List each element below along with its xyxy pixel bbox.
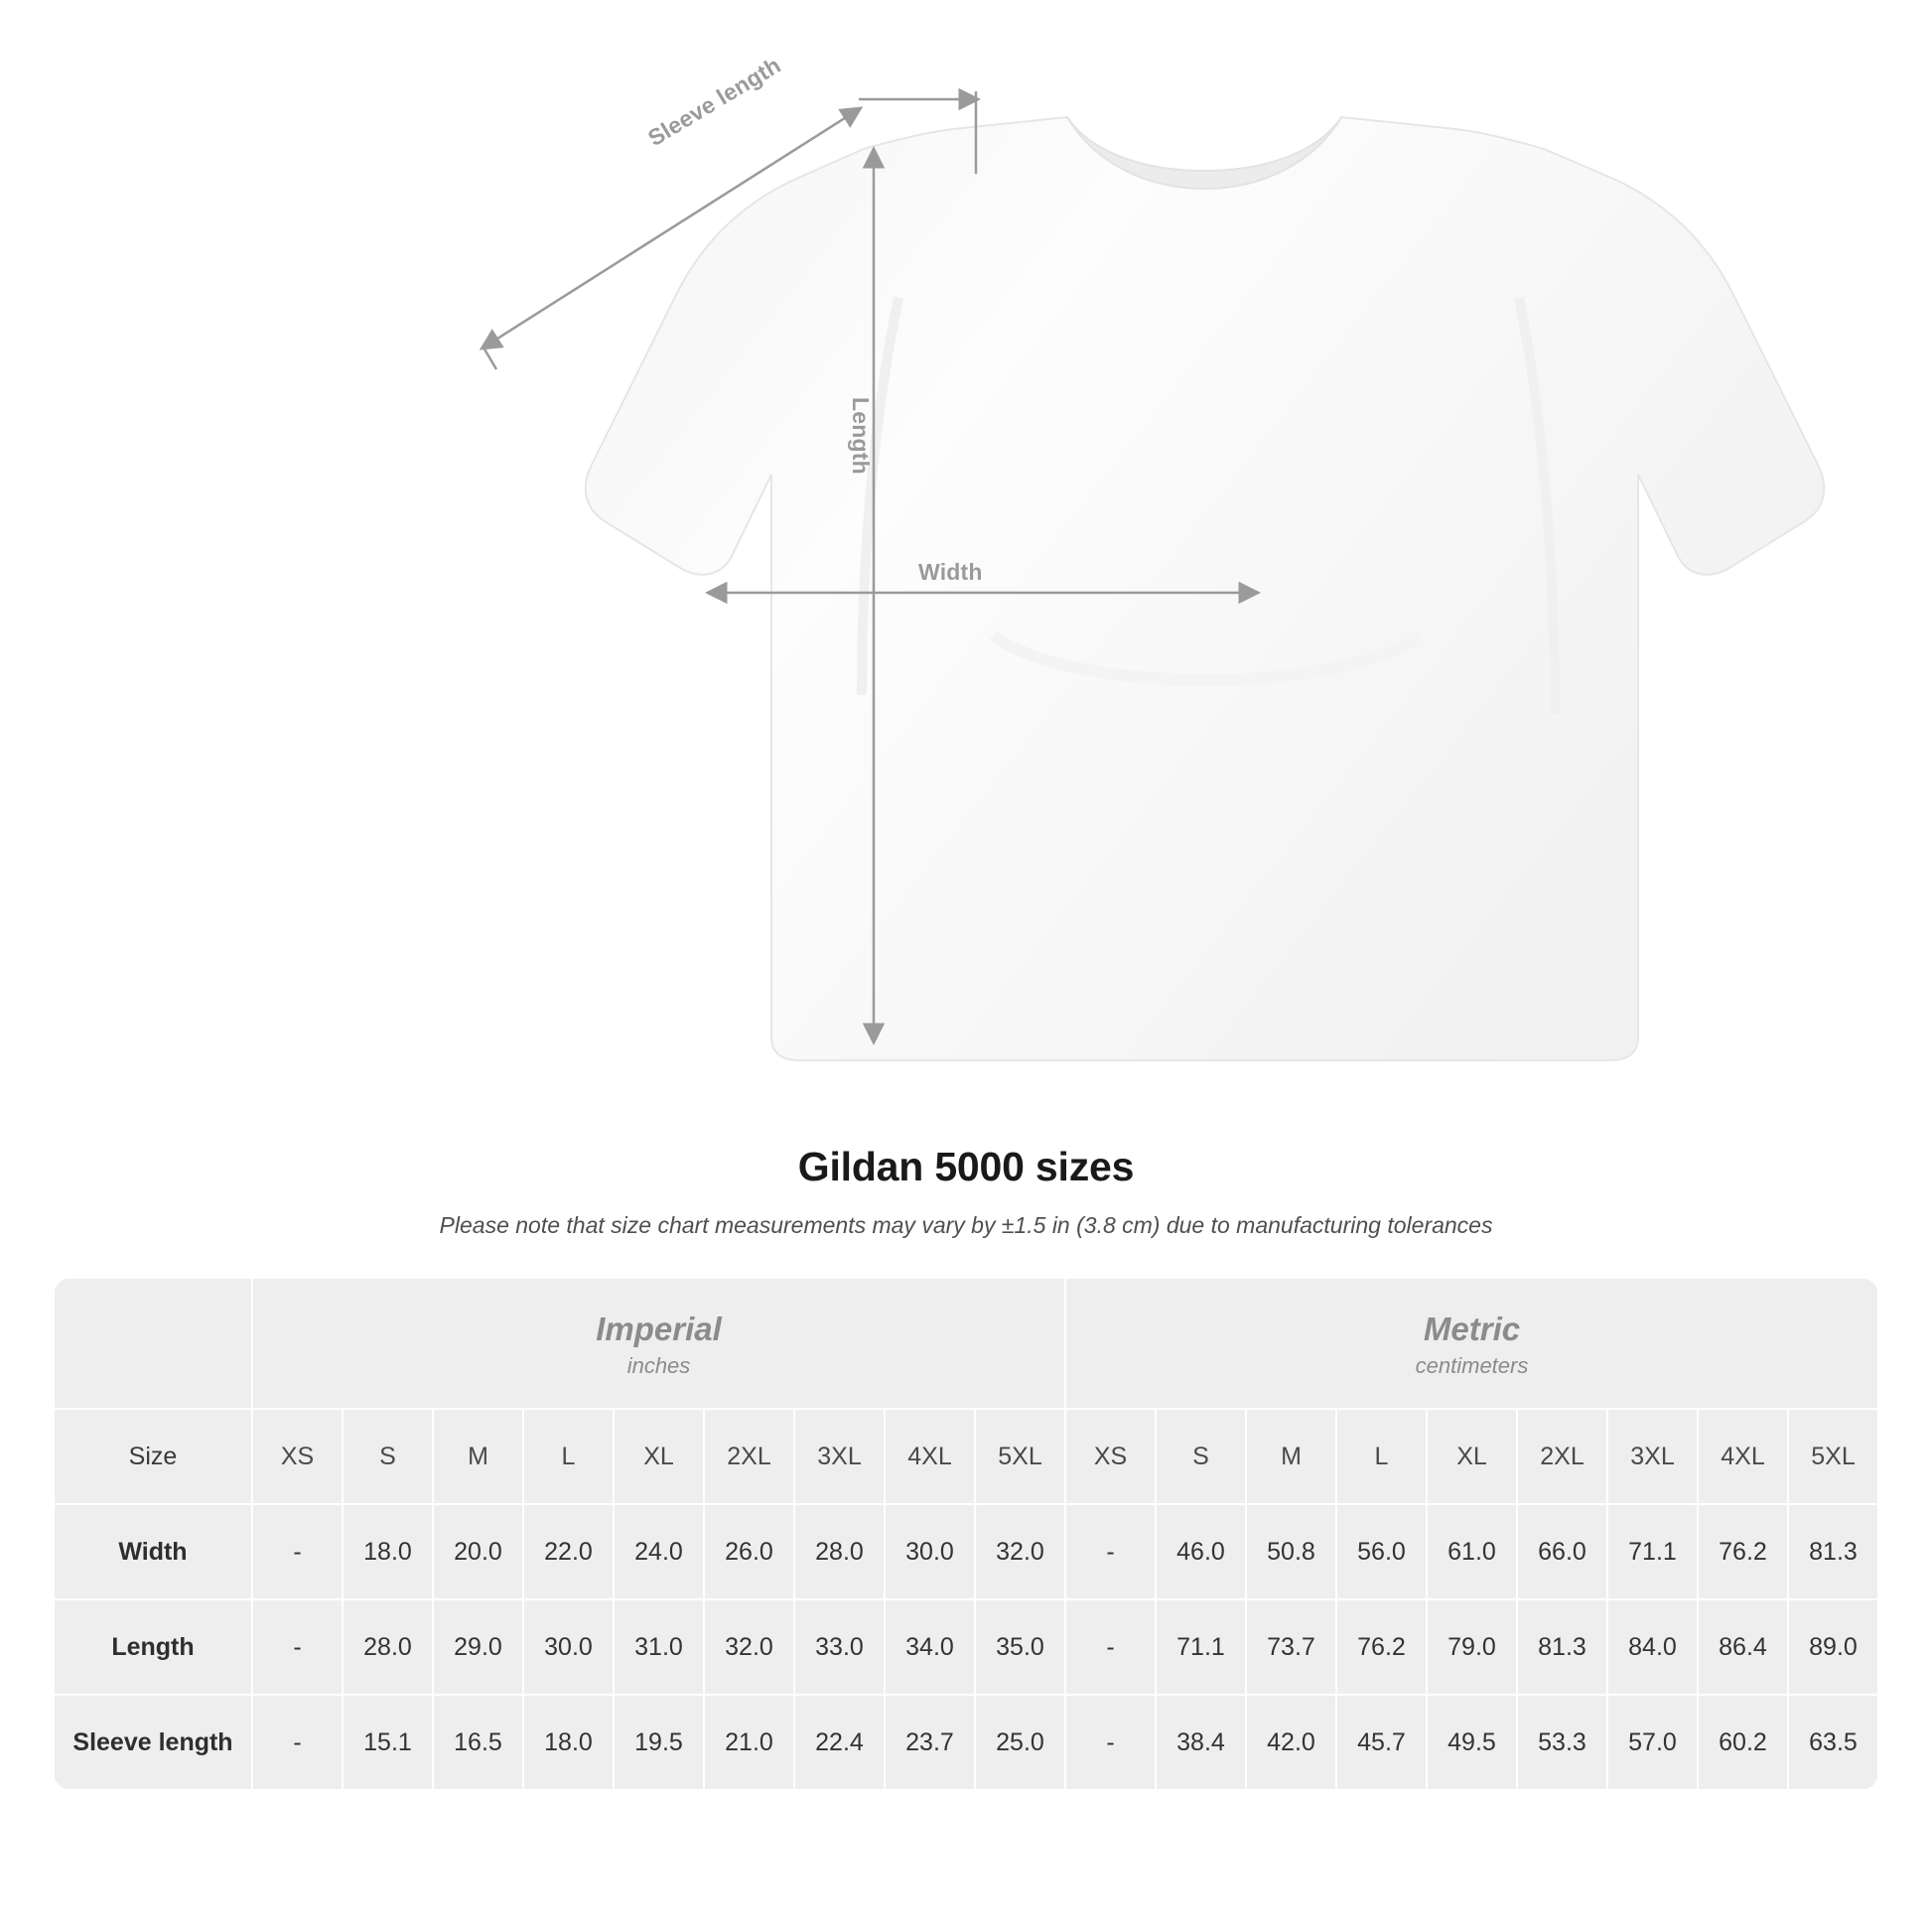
cell-sleeve-imperial-s: 15.1: [343, 1695, 433, 1790]
cell-width-imperial-s: 18.0: [343, 1504, 433, 1599]
cell-length-metric-s: 71.1: [1156, 1599, 1246, 1695]
unit-group-metric: [1065, 1278, 1878, 1409]
row-label-length: Length: [54, 1599, 252, 1695]
cell-length-metric-2xl: 81.3: [1517, 1599, 1607, 1695]
cell-sleeve-imperial-xs: -: [252, 1695, 343, 1790]
table-row: [54, 1599, 1878, 1695]
size-header-label: Size: [54, 1409, 252, 1504]
row-label-width: Width: [54, 1504, 252, 1599]
size-header-imperial-xs: XS: [252, 1409, 343, 1504]
cell-length-metric-m: 73.7: [1246, 1599, 1336, 1695]
cell-sleeve-metric-xs: -: [1065, 1695, 1156, 1790]
cell-length-metric-4xl: 86.4: [1698, 1599, 1788, 1695]
cell-sleeve-metric-2xl: 53.3: [1517, 1695, 1607, 1790]
cell-sleeve-imperial-5xl: 25.0: [975, 1695, 1065, 1790]
cell-width-imperial-3xl: 28.0: [794, 1504, 885, 1599]
size-header-metric-3xl: 3XL: [1607, 1409, 1698, 1504]
cell-width-metric-2xl: 66.0: [1517, 1504, 1607, 1599]
cell-width-metric-5xl: 81.3: [1788, 1504, 1878, 1599]
size-header-imperial-l: L: [523, 1409, 614, 1504]
cell-width-imperial-xl: 24.0: [614, 1504, 704, 1599]
cell-length-imperial-xl: 31.0: [614, 1599, 704, 1695]
cell-length-metric-3xl: 84.0: [1607, 1599, 1698, 1695]
cell-sleeve-imperial-xl: 19.5: [614, 1695, 704, 1790]
cell-width-metric-l: 56.0: [1336, 1504, 1427, 1599]
cell-sleeve-imperial-m: 16.5: [433, 1695, 523, 1790]
size-header-imperial-s: S: [343, 1409, 433, 1504]
size-header-imperial-4xl: 4XL: [885, 1409, 975, 1504]
size-header-metric-xl: XL: [1427, 1409, 1517, 1504]
cell-length-imperial-2xl: 32.0: [704, 1599, 794, 1695]
unit-sub-imperial: inches: [626, 1353, 691, 1379]
cell-sleeve-metric-xl: 49.5: [1427, 1695, 1517, 1790]
size-header-metric-l: L: [1336, 1409, 1427, 1504]
page-title: Gildan 5000 sizes: [797, 1144, 1135, 1189]
cell-width-imperial-m: 20.0: [433, 1504, 523, 1599]
size-header-imperial-2xl: 2XL: [704, 1409, 794, 1504]
size-header-imperial-xl: XL: [614, 1409, 704, 1504]
cell-sleeve-imperial-l: 18.0: [523, 1695, 614, 1790]
unit-group-imperial: [252, 1278, 1065, 1409]
cell-width-metric-4xl: 76.2: [1698, 1504, 1788, 1599]
size-table: [53, 1277, 1879, 1791]
cell-sleeve-metric-l: 45.7: [1336, 1695, 1427, 1790]
size-header-metric-4xl: 4XL: [1698, 1409, 1788, 1504]
cell-width-imperial-xs: -: [252, 1504, 343, 1599]
cell-sleeve-imperial-3xl: 22.4: [794, 1695, 885, 1790]
cell-sleeve-metric-4xl: 60.2: [1698, 1695, 1788, 1790]
unit-name-imperial: Imperial: [596, 1311, 722, 1347]
cell-length-metric-xl: 79.0: [1427, 1599, 1517, 1695]
sleeve-length-label: Sleeve length: [643, 52, 785, 152]
cell-width-imperial-2xl: 26.0: [704, 1504, 794, 1599]
size-header-row: [54, 1409, 1878, 1504]
cell-length-imperial-5xl: 35.0: [975, 1599, 1065, 1695]
cell-sleeve-metric-5xl: 63.5: [1788, 1695, 1878, 1790]
table-row: [54, 1695, 1878, 1790]
cell-length-imperial-l: 30.0: [523, 1599, 614, 1695]
cell-length-imperial-3xl: 33.0: [794, 1599, 885, 1695]
size-header-imperial-5xl: 5XL: [975, 1409, 1065, 1504]
unit-spacer-cell: [54, 1278, 252, 1409]
cell-length-imperial-4xl: 34.0: [885, 1599, 975, 1695]
size-header-metric-s: S: [1156, 1409, 1246, 1504]
cell-width-imperial-l: 22.0: [523, 1504, 614, 1599]
cell-sleeve-imperial-2xl: 21.0: [704, 1695, 794, 1790]
cell-width-metric-s: 46.0: [1156, 1504, 1246, 1599]
tolerance-note: Please note that size chart measurements may vary by ±1.5 in (3.8 cm) due to manufacturing tolerances: [439, 1212, 1493, 1238]
tshirt-shape: [586, 117, 1825, 1060]
cell-width-metric-m: 50.8: [1246, 1504, 1336, 1599]
cell-sleeve-metric-s: 38.4: [1156, 1695, 1246, 1790]
cell-sleeve-metric-m: 42.0: [1246, 1695, 1336, 1790]
cell-width-imperial-4xl: 30.0: [885, 1504, 975, 1599]
unit-name-metric: Metric: [1423, 1311, 1521, 1347]
size-header-imperial-m: M: [433, 1409, 523, 1504]
width-label: Width: [918, 559, 983, 585]
size-header-imperial-3xl: 3XL: [794, 1409, 885, 1504]
table-row: [54, 1504, 1878, 1599]
cell-width-metric-xl: 61.0: [1427, 1504, 1517, 1599]
unit-group-row: [54, 1278, 1878, 1409]
cell-width-imperial-5xl: 32.0: [975, 1504, 1065, 1599]
cell-length-metric-l: 76.2: [1336, 1599, 1427, 1695]
cell-width-metric-3xl: 71.1: [1607, 1504, 1698, 1599]
cell-length-imperial-m: 29.0: [433, 1599, 523, 1695]
size-table-wrapper: [53, 1277, 1879, 1791]
length-label: Length: [848, 397, 874, 475]
cell-length-imperial-s: 28.0: [343, 1599, 433, 1695]
cell-sleeve-imperial-4xl: 23.7: [885, 1695, 975, 1790]
size-header-metric-2xl: 2XL: [1517, 1409, 1607, 1504]
size-header-metric-xs: XS: [1065, 1409, 1156, 1504]
size-header-metric-5xl: 5XL: [1788, 1409, 1878, 1504]
chart-heading: [0, 1144, 1932, 1239]
size-header-metric-m: M: [1246, 1409, 1336, 1504]
row-label-sleeve-length: Sleeve length: [54, 1695, 252, 1790]
cell-length-metric-xs: -: [1065, 1599, 1156, 1695]
unit-sub-metric: centimeters: [1415, 1353, 1529, 1379]
cell-width-metric-xs: -: [1065, 1504, 1156, 1599]
cell-length-imperial-xs: -: [252, 1599, 343, 1695]
cell-length-metric-5xl: 89.0: [1788, 1599, 1878, 1695]
cell-sleeve-metric-3xl: 57.0: [1607, 1695, 1698, 1790]
